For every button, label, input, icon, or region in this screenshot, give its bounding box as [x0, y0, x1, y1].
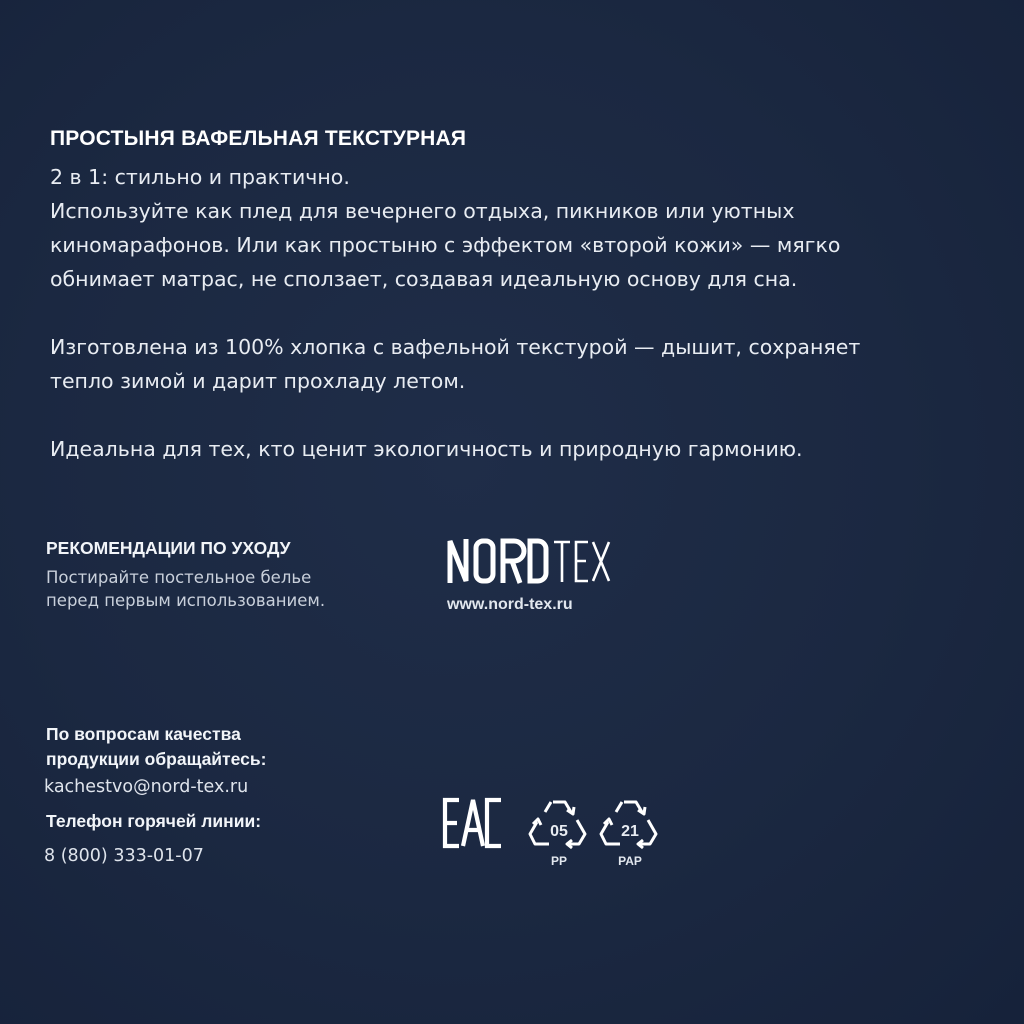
recycle-icon: [598, 794, 662, 854]
description-line: Идеальна для тех, кто ценит экологичность и природную гармонию.: [50, 437, 803, 461]
hotline-phone: 8 (800) 333-01-07: [44, 846, 204, 866]
nordtex-logo: [447, 535, 612, 587]
description-line: тепло зимой и дарит прохладу летом.: [50, 369, 466, 393]
description-line: обнимает матрас, не сползает, создавая идеальную основу для сна.: [50, 267, 798, 291]
recycle-code: 05: [550, 823, 568, 840]
contact-title-line: По вопросам качества: [46, 724, 241, 744]
recycle-mark-pap: [598, 794, 662, 874]
description-line: Изготовлена из 100% хлопка с вафельной текстурой — дышит, сохраняет: [50, 335, 861, 359]
recycle-material: PP: [550, 854, 567, 868]
care-line: Постирайте постельное белье: [46, 568, 312, 587]
description-line: Используйте как плед для вечернего отдыха, пикников или уютных: [50, 199, 795, 223]
description-line: киномарафонов. Или как простыню с эффектом «второй кожи» — мягко: [50, 233, 841, 257]
brand-website: www.nord-tex.ru: [447, 596, 573, 613]
care-instructions: [46, 566, 325, 612]
care-line: перед первым использованием.: [46, 591, 326, 610]
recycle-material: PAP: [618, 854, 642, 868]
recycle-code: 21: [621, 823, 639, 840]
eac-mark-icon: [442, 797, 504, 849]
contact-title-line: продукции обращайтесь:: [46, 749, 267, 769]
quality-contact-title: [46, 722, 266, 772]
hotline-label: Телефон горячей линии:: [46, 811, 262, 831]
product-title: ПРОСТЫНЯ ВАФЕЛЬНАЯ ТЕКСТУРНАЯ: [50, 127, 467, 150]
recycle-icon: [527, 794, 591, 854]
contact-email: kachestvo@nord-tex.ru: [44, 777, 249, 797]
recycle-mark-pp: [527, 794, 591, 874]
tagline: 2 в 1: стильно и практично.: [50, 165, 350, 189]
product-description: [50, 160, 1000, 466]
care-title: РЕКОМЕНДАЦИИ ПО УХОДУ: [46, 538, 291, 558]
